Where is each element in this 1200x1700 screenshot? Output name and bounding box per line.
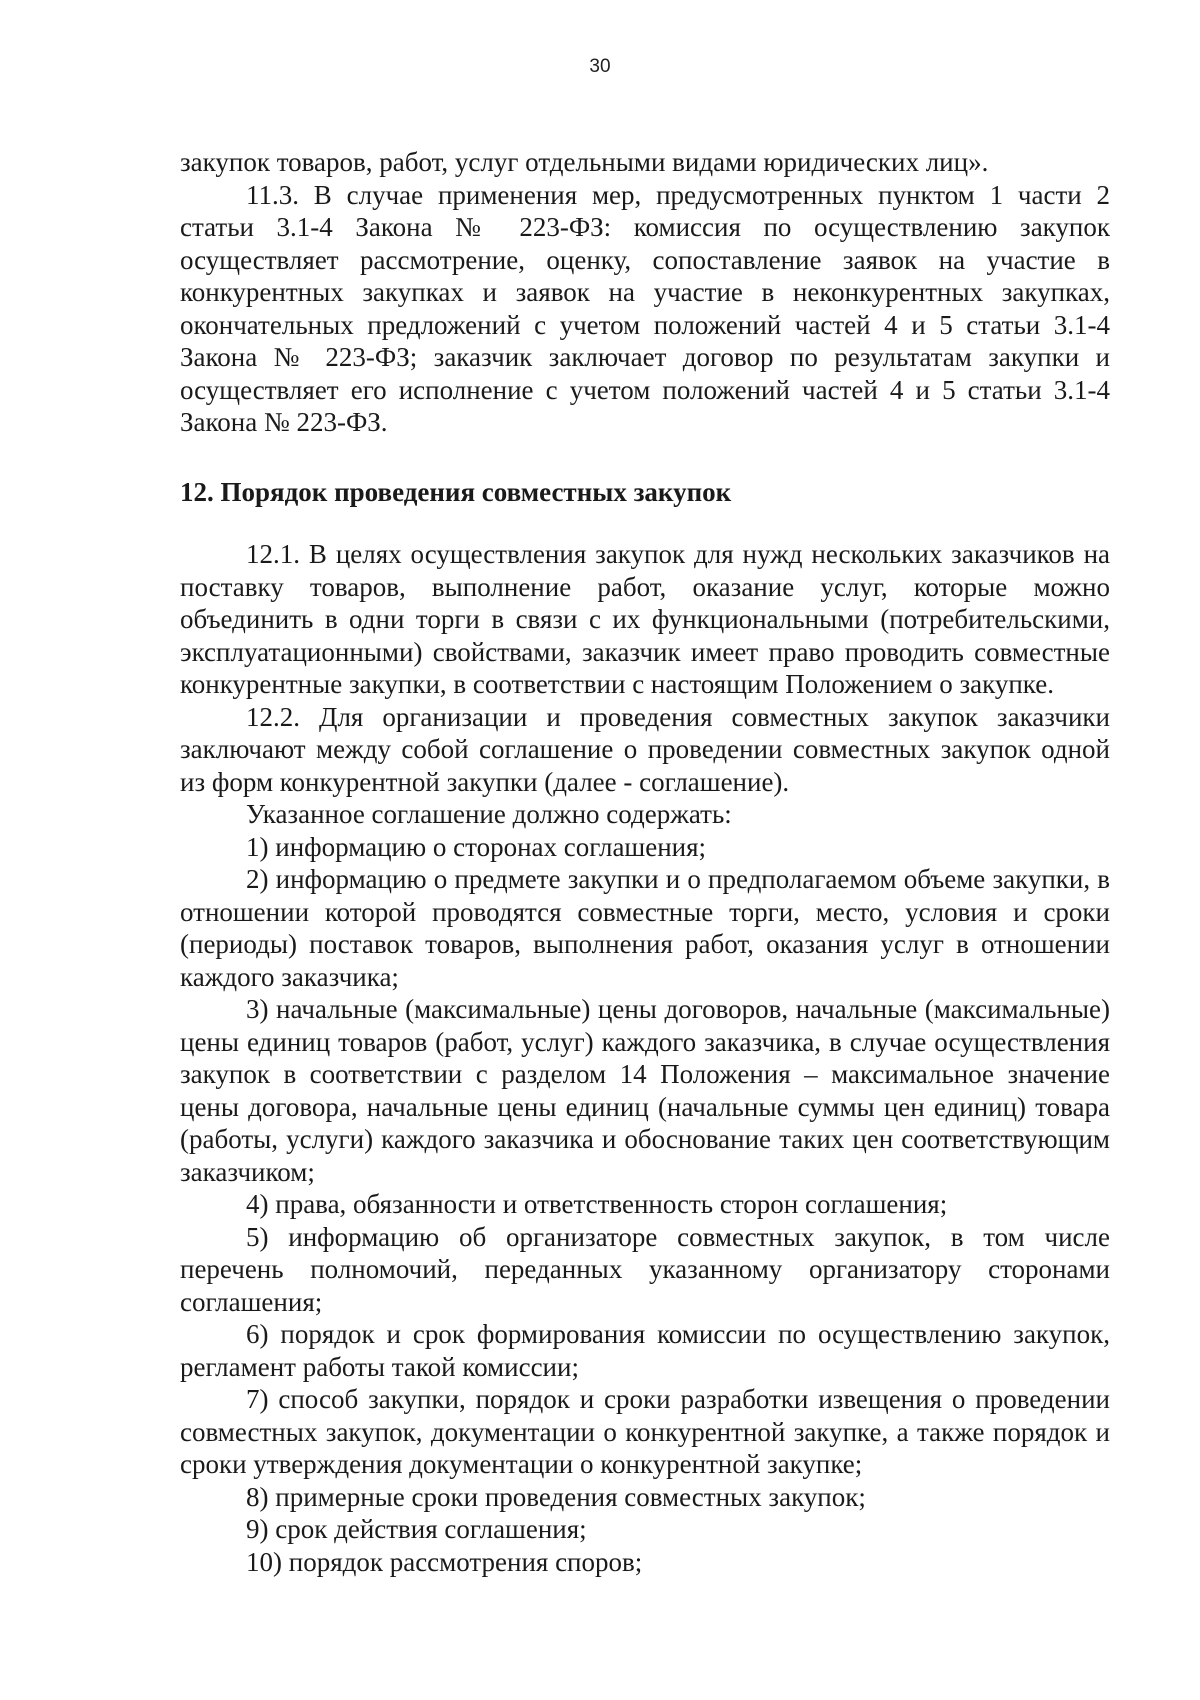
paragraph-12-1: 12.1. В целях осуществления закупок для нужд нескольких заказчиков на поставку товаров, выполнение работ, оказание услуг, которые можно объединить в одни торги в связи с их функциональными (потребительскими, эксплуатационными) свойствами, заказчик имеет право проводить совместные конкурентные закупки, в соответствии с настоящим Положением о закупке. xyxy=(180,539,1110,699)
list-item-5: 5) информацию об организаторе совместных закупок, в том числе перечень полномочий, переданных указанному организатору сторонами соглашения; xyxy=(180,1221,1110,1317)
paragraph-agreement-intro: Указанное соглашение должно содержать: xyxy=(246,799,732,829)
list-item-7: 7) способ закупки, порядок и сроки разработки извещения о проведении совместных закупок, документации о конкурентной закупке, а также порядок и сроки утверждения документации о конкурентной закупке; xyxy=(180,1384,1110,1479)
paragraph-11-3: 11.3. В случае применения мер, предусмотренных пунктом 1 части 2 статьи 3.1-4 Закона № 223-ФЗ: комиссия по осуществлению закупок осуществляет рассмотрение, оценку, сопоставление заявок на участие в конкурентных закупках и заявок на участие в неконкурентных закупках, окончательных предложений с учетом положений частей 4 и 5 статьи 3.1-4 Закона № 223-ФЗ; заказчик заключает договор по результатам закупки и осуществляет его исполнение с учетом положений частей 4 и 5 статьи 3.1-4 Закона № 223-ФЗ. xyxy=(180,179,1110,437)
list-item-3: 3) начальные (максимальные) цены договоров, начальные (максимальные) цены единиц товаров (работ, услуг) каждого заказчика, в случае осуществления закупок в соответствии с разделом 14 Положения – максимальное значение цены договора, начальные цены единиц (начальные суммы цен единиц) товара (работы, услуги) каждого заказчика и обоснование таких цен соответствующим заказчиком; xyxy=(180,994,1110,1187)
list-item-8: 8) примерные сроки проведения совместных закупок; xyxy=(246,1481,866,1512)
document-body xyxy=(180,146,1110,1578)
list-item-10: 10) порядок рассмотрения споров; xyxy=(246,1546,643,1577)
paragraph-continuation: закупок товаров, работ, услуг отдельными видами юридических лиц». xyxy=(180,147,989,177)
section-heading: 12. Порядок проведения совместных закупок xyxy=(180,476,732,507)
list-item-4: 4) права, обязанности и ответственность сторон соглашения; xyxy=(246,1189,948,1219)
list-item-6: 6) порядок и срок формирования комиссии по осуществлению закупок, регламент работы такой комиссии; xyxy=(180,1319,1110,1382)
list-item-1: 1) информацию о сторонах соглашения; xyxy=(246,831,707,862)
list-item-2: 2) информацию о предмете закупки и о предполагаемом объеме закупки, в отношении которой проводятся совместные торги, место, условия и сроки (периоды) поставок товаров, выполнения работ, оказания услуг в отношении каждого заказчика; xyxy=(180,864,1110,992)
page-number: 30 xyxy=(589,56,611,77)
list-item-9: 9) срок действия соглашения; xyxy=(246,1514,587,1544)
paragraph-12-2: 12.2. Для организации и проведения совместных закупок заказчики заключают между собой соглашение о проведении совместных закупок одной из форм конкурентной закупки (далее - соглашение). xyxy=(180,701,1110,797)
